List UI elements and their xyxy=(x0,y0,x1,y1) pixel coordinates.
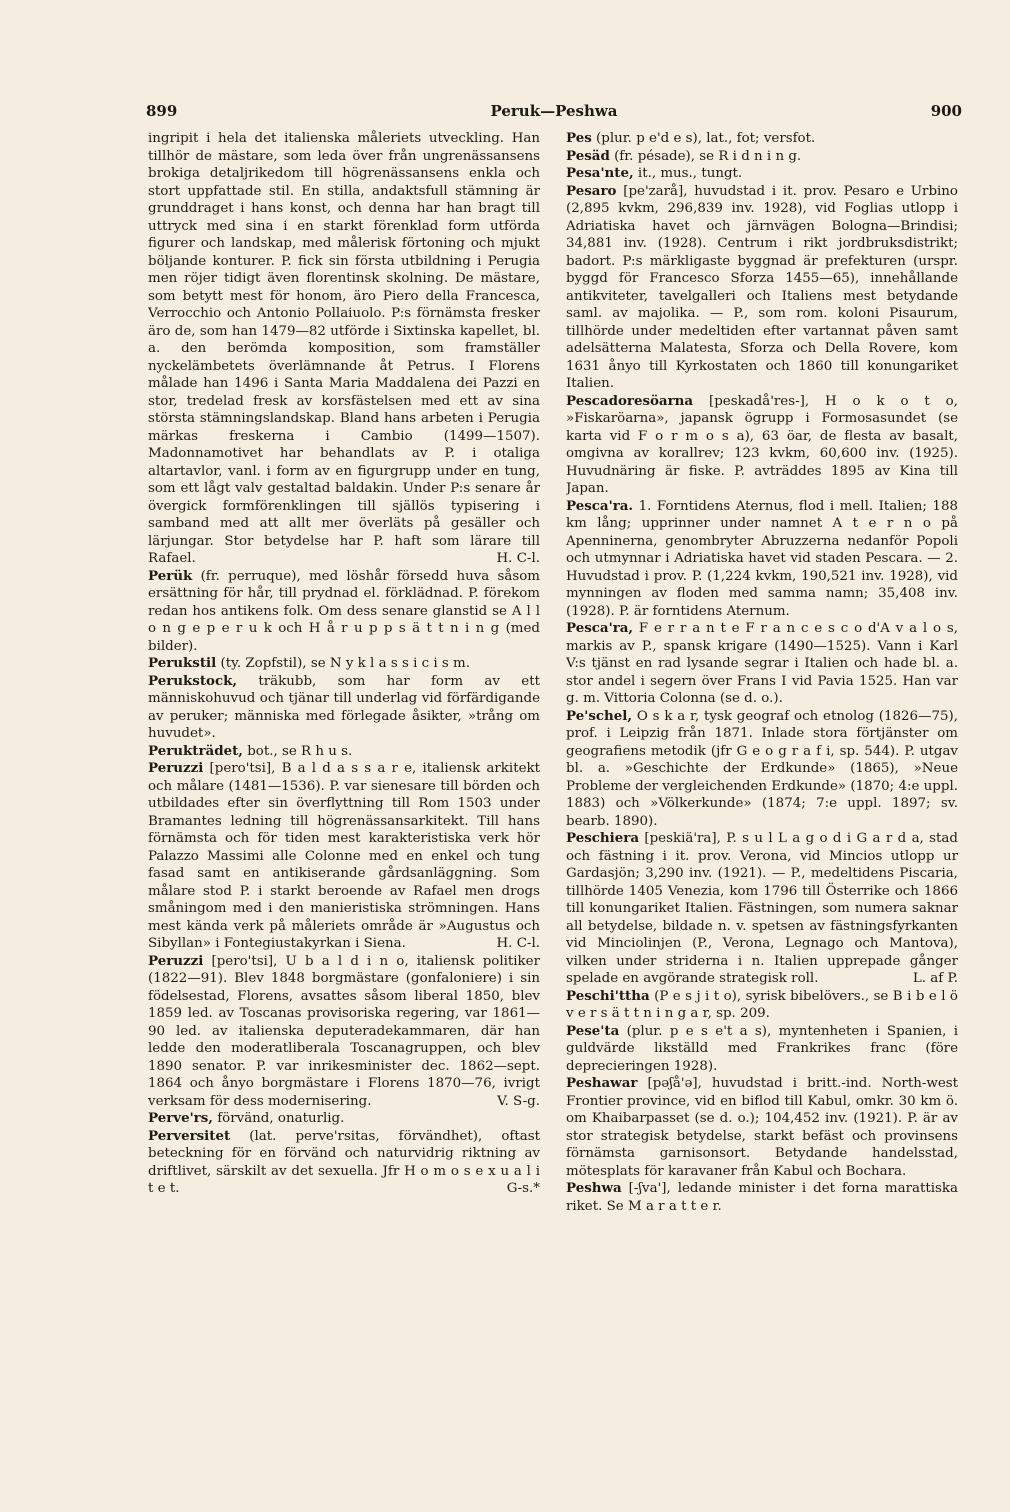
entry xyxy=(148,760,540,953)
page-title: Peruk—Peshwa xyxy=(490,102,618,120)
entry-text: förvänd, onaturlig. xyxy=(217,1111,345,1126)
entry-text: (P e s j i t o), syrisk bibelövers., se B i b e l ö v e r s ä t t n i n g a r, sp. 209. xyxy=(566,988,958,1021)
entry-text: it., mus., tungt. xyxy=(637,166,743,181)
entry xyxy=(566,1075,958,1180)
entry-text: [peskadå'res-], H o k o t o, »Fiskaröarna», japansk ögrupp i Formosasundet (se karta vid F o r m o s a), 63 öar, de flesta av basalt, omgivna av korallrev; 123 kvkm, 60,600 inv. (1925). Huvudnäring är fiske. P. avträddes 1895 av Kina till Japan. xyxy=(566,393,958,496)
entry-headword: Perukstock, xyxy=(148,672,238,689)
entry xyxy=(566,708,958,831)
entry xyxy=(148,953,540,1111)
entry-headword: Pe'schel, xyxy=(566,707,633,724)
entry xyxy=(566,830,958,988)
entry-signature: H. C-l. xyxy=(496,551,540,566)
entry-headword: Perük xyxy=(148,567,193,584)
entry-text: [peskiä'ra], P. s u l L a g o d i G a r d a, stad och fästning i it. prov. Verona, vid Mincios utlopp ur Gardasjön; 3,290 inv. (1921). — P., medeltidens Piscaria, tillhörde 1405 Venezia, kom 1796 till Österrike och 1866 till konungariket Italien. Fästningen, som numera saknar all betydelse, bildade n. v. spetsen av fästningsfyrkanten vid Minciolinjen (P., Verona, Legnago och Mantova), vilken under striderna i n. Italien upprepade gånger spelade en avgörande strategisk roll. xyxy=(566,831,958,986)
entry-headword: Pese'ta xyxy=(566,1022,620,1039)
entry-headword: Peruzzi xyxy=(148,760,204,776)
entry xyxy=(148,743,540,761)
entry-text: (fr. pésade), se R i d n i n g. xyxy=(614,148,802,164)
entry-text: ingripit i hela det italienska måleriets utveckling. Han tillhör de mästare, som leda över från ungrenässansens brokiga detaljrikedom till högrenässansens enkla och stort uppfattade stil. En stilla, andaktsfull stämning är grunddraget i hans konst, och denna har han bragt till uttryck med sina i en starkt förenklad form utförda figurer och landskap, med målerisk förtoning och mjukt böljande konturer. P. fick sin första utbildning i Perugia men röjer tidigt även florentinsk skolning. De mästare, som betytt mest för honom, äro Piero della Francesca, Verrocchio och Antonio Pollaiuolo. P:s förnämsta fresker äro de, som han 1479—82 utförde i Sixtinska kapellet, bl. a. den berömda komposition, som framställer nyckelämbetets överlämnande åt Petrus. I Florens målade han 1496 i Santa Maria Maddalena dei Pazzi en stor, tredelad fresk av korsfästelsen med ett av sina största stämningslandskap. Bland hans arbeten i Perugia märkas freskerna i Cambio (1499—1507). Madonnamotivet har behandlats av P. i otaliga altartavlor, vanl. i form av en figurgrupp under en tung, som ett lågt valv gestaltad baldakin. Under P:s senare år övergick formförenklingen till själlös typisering i samband med att allt mer överläts på gesäller och lärjungar. Stor betydelse har P. haft som lärare till Rafael. xyxy=(148,131,540,566)
entry-headword: Perukstil xyxy=(148,655,217,671)
entry xyxy=(566,988,958,1023)
entry-text: (lat. perve'rsitas, förvändhet), oftast beteckning för en förvänd och naturvidrig riktning av driftlivet, särskilt av det sexuella. Jfr H o m o s e x u a l i t e t. xyxy=(148,1128,540,1196)
entry-headword: Pesca'ra, xyxy=(566,620,634,636)
entry-text: F e r r a n t e F r a n c e s c o d'A v a l o s, markis av P., spansk krigare (1490—1525). Vann i Karl V:s tjänst en rad lysande segrar i Italien och hade bl. a. stor andel i segern över Frans I vid Pavia 1525. Han var g. m. Vittoria Colonna (se d. o.). xyxy=(566,621,958,706)
entry-text: bot., se R h u s. xyxy=(247,743,353,759)
entry xyxy=(566,148,958,166)
entry xyxy=(566,393,958,498)
entry xyxy=(148,673,540,743)
entry-signature: H. C-l. xyxy=(496,936,540,951)
entry-text: O s k a r, tysk geograf och etnolog (1826—75), prof. i Leipzig från 1871. Inlade stora förtjänster om geografiens metodik (jfr G e o g r a f i, sp. 544). P. utgav bl. a. »Geschichte der Erdkunde» (1865), »Neue Probleme der vergleichenden Erdkunde» (1870; 4:e uppl. 1883) och »Völkerkunde» (1874; 7:e uppl. 1897; sv. bearb. 1890). xyxy=(566,708,958,829)
entry-headword: Pesca'ra. xyxy=(566,497,634,514)
entry-headword: Peshwa xyxy=(566,1180,622,1196)
entry-signature: V. S-g. xyxy=(497,1093,540,1109)
entry xyxy=(566,165,958,183)
entry xyxy=(148,130,540,568)
entry-text: (plur. p e s e't a s), myntenheten i Spanien, i guldvärde likställd med Frankrikes franc (före deprecieringen 1928). xyxy=(566,1023,958,1074)
entry-headword: Peshawar xyxy=(566,1075,638,1091)
entry xyxy=(566,1180,958,1215)
entry xyxy=(148,1128,540,1198)
entry-headword: Peschiera xyxy=(566,830,639,846)
entry-text: [pero'tsi], B a l d a s s a r e, italiensk arkitekt och målare (1481—1536). P. var sienesare till börden och utbildades efter sin överflyttning till Rom 1503 under Bramantes ledning till högrenässansarkitekt. Till hans förnämsta och för tiden mest karakteristiska verk hör Palazzo Massimi alle Colonne med en enkel och tung fasad samt en antikiserande gårdsanläggning. Som målare stod P. i starkt beroende av Rafael men drogs småningom med i den manieristiska strömningen. Hans mest kända verk på måleriets område är »Augustus och Sibyllan» i Fontegiustakyrkan i Siena. xyxy=(148,761,540,951)
entry-text: [-ʃva'], ledande minister i det forna marattiska riket. Se M a r a t t e r. xyxy=(566,1181,958,1214)
entry-text: [pero'tsi], U b a l d i n o, italiensk politiker (1822—91). Blev 1848 borgmästare (gonfaloniere) i sin födelsestad, Florens, avsattes såsom liberal 1850, blev 1859 led. av Toscanas provisoriska regering, var 1861—90 led. av italienska deputeradekammaren, där han ledde den moderatliberala Toscanagruppen, och blev 1890 senator. P. var inrikesminister dec. 1862—sept. 1864 och ånyo borgmästare i Florens 1870—76, ivrigt verksam för dess modernisering. xyxy=(148,953,540,1109)
entry xyxy=(566,183,958,393)
entry-headword: Perversitet xyxy=(148,1127,231,1144)
entry xyxy=(566,130,958,148)
entry-headword: Perve'rs, xyxy=(148,1110,213,1126)
left-column xyxy=(148,130,540,1410)
entry-headword: Peschi'ttha xyxy=(566,987,650,1004)
entry-signature: G-s.* xyxy=(506,1181,540,1196)
right-column xyxy=(566,130,958,1410)
entry-headword: Perukträdet, xyxy=(148,742,243,759)
entry-text: (ty. Zopfstil), se N y k l a s s i c i s m. xyxy=(220,656,470,671)
entry-text: 1. Forntidens Aternus, flod i mell. Italien; 188 km lång; upprinner under namnet A t e r n o på Apenninerna, genombryter Abruzzerna nedanför Popoli och utmynnar i Adriatiska havet vid staden Pescara. — 2. Huvudstad i prov. P. (1,224 kvkm, 190,521 inv. 1928), vid mynningen av floden med samma namn; 35,408 inv. (1928). P. är forntidens Aternum. xyxy=(566,498,958,619)
entry-text: [pe'zarå], huvudstad i it. prov. Pesaro e Urbino (2,895 kvkm, 296,839 inv. 1928), vid Foglias utlopp i Adriatiska havet och järnvägen Bologna—Brindisi; 34,881 inv. (1928). Centrum i rikt jordbruksdistrikt; badort. P:s märkligaste byggnad är prefekturen (urspr. byggd för Francesco Sforza 1455—65), innehållande antikviteter, tavelgalleri och Italiens mest betydande saml. av majolika. — P., som rom. koloni Pisaurum, tillhörde under medeltiden efter vartannat påven samt adelsätterna Malatesta, Sforza och Della Rovere, kom 1631 ånyo till Kyrkostaten och 1860 till konungariket Italien. xyxy=(566,183,958,391)
page-number-right: 900 xyxy=(930,102,962,120)
entry xyxy=(566,620,958,708)
entry xyxy=(148,568,540,656)
entry-text: (plur. p e'd e s), lat., fot; versfot. xyxy=(596,131,816,146)
entry xyxy=(566,1023,958,1076)
entry xyxy=(148,655,540,673)
entry-headword: Pesäd xyxy=(566,147,610,164)
entry-text: träkubb, som har form av ett människohuvud och tjänar till underlag vid förfärdigande av peruker; människa med förlegade åsikter, »trång om huvudet». xyxy=(148,673,540,741)
entry-signature: L. af P. xyxy=(912,971,958,986)
entry-headword: Pes xyxy=(566,130,592,146)
entry-headword: Pesaro xyxy=(566,182,617,199)
entry xyxy=(148,1110,540,1128)
entry-headword: Peruzzi xyxy=(148,952,204,969)
entry-text: (fr. perruque), med löshår försedd huva såsom ersättning för hår, till prydnad el. förklädnad. P. förekom redan hos antikens folk. Om dess senare glanstid se A l l o n g e p e r u k och H å r u p p s ä t t n i n g (med bilder). xyxy=(148,568,540,654)
running-header xyxy=(146,102,962,124)
entry xyxy=(566,498,958,621)
entry-headword: Pesa'nte, xyxy=(566,165,634,181)
entry-text: [pəʃå'ə], huvudstad i britt.-ind. North-west Frontier province, vid en biflod till Kabul, omkr. 30 km ö. om Khaibarpasset (se d. o.); 104,452 inv. (1921). P. är av stor strategisk betydelse, starkt befäst och provinsens förnämsta garnisonsort. Betydande handelsstad, mötesplats för karavaner från Kabul och Bochara. xyxy=(566,1076,958,1179)
entry-headword: Pescadoresöarna xyxy=(566,392,694,409)
page-number-left: 899 xyxy=(146,102,178,120)
